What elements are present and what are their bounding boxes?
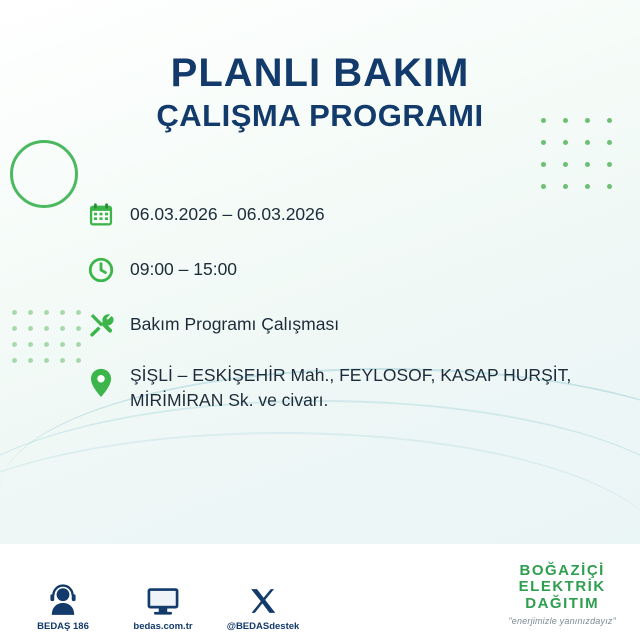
info-row-date (84, 198, 600, 232)
footer-label-phone: BEDAŞ 186 (37, 621, 89, 632)
location-line-1: ŞİŞLİ – ESKİŞEHİR Mah., FEYLOSOF, KASAP HURŞİT, (130, 365, 572, 385)
brand-line-2: ELEKTRİK (518, 578, 606, 596)
info-row-time (84, 253, 600, 287)
work-type-value: Bakım Programı Çalışması (130, 314, 340, 334)
footer (0, 544, 640, 640)
brand-line-3: DAĞITIM (525, 595, 600, 613)
page-title (0, 52, 640, 134)
location-pin-icon (84, 363, 118, 400)
footer-item-website[interactable] (126, 582, 200, 632)
footer-label-website: bedas.com.tr (133, 621, 193, 632)
info-row-work-type (84, 308, 600, 342)
location-line-2: MİRİMİRAN Sk. ve civarı. (130, 390, 329, 411)
info-row-location (84, 363, 600, 414)
footer-contact-list (26, 582, 300, 632)
brand-logo (508, 563, 616, 626)
dot-grid-left-decoration (12, 310, 81, 363)
calendar-icon (84, 198, 118, 232)
footer-label-social: @BEDASdestek (226, 621, 300, 632)
tools-icon (84, 308, 118, 342)
headset-agent-icon (26, 582, 100, 616)
footer-item-phone[interactable] (26, 582, 100, 632)
time-value: 09:00 – 15:00 (130, 259, 238, 279)
date-value: 06.03.2026 – 06.03.2026 (130, 204, 325, 224)
footer-item-social[interactable] (226, 582, 300, 632)
brand-line-1: BOĞAZİÇİ (519, 561, 605, 579)
monitor-icon (126, 582, 200, 616)
location-value (130, 363, 571, 414)
clock-icon (84, 253, 118, 287)
circle-decoration (10, 140, 78, 208)
info-list (84, 198, 600, 435)
brand-slogan: "enerjimizle yanınızdayız" (508, 616, 616, 626)
x-twitter-icon (226, 582, 300, 616)
title-line-2: ÇALIŞMA PROGRAMI (156, 98, 484, 134)
title-line-1: PLANLI BAKIM (170, 51, 470, 95)
